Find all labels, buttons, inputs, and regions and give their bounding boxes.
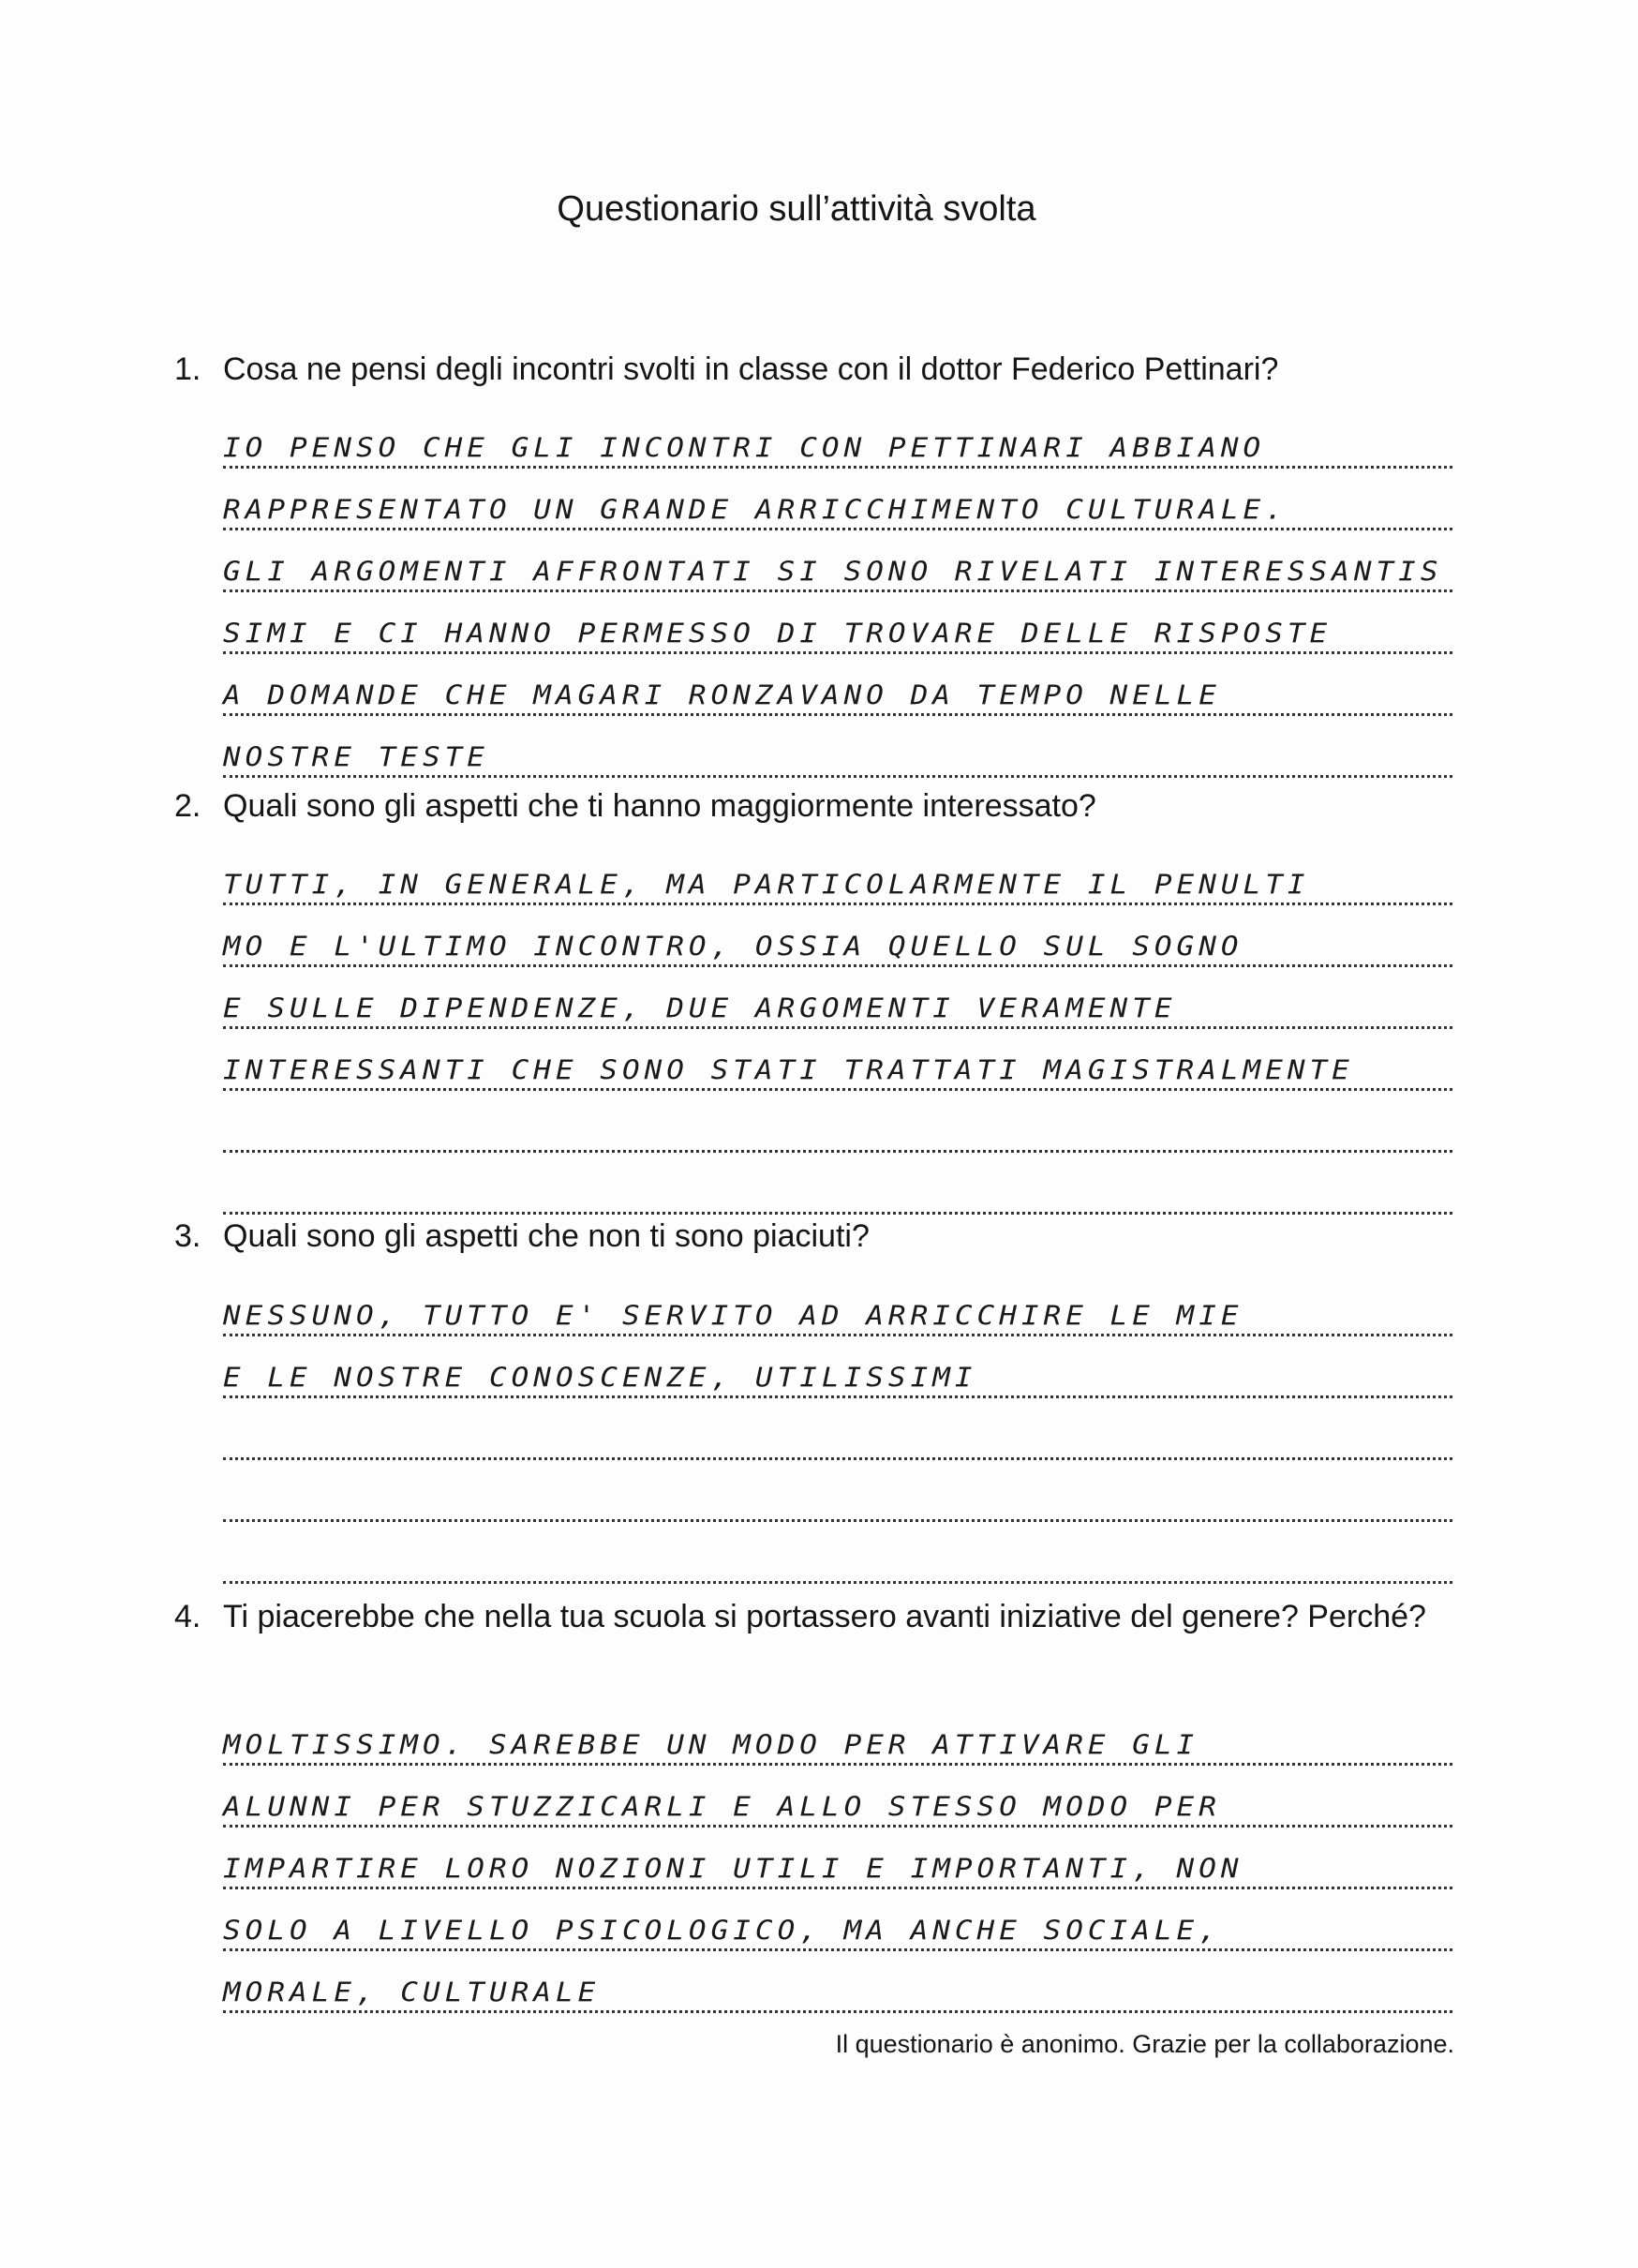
question-3 — [174, 1209, 1486, 1263]
answer-line[interactable] — [223, 905, 1452, 967]
handwritten-text: NESSUNO, TUTTO E' SERVITO AD ARRICCHIRE LE MIE — [223, 1300, 1243, 1332]
footer-note: Il questionario è anonimo. Grazie per la collaborazione. — [835, 2030, 1454, 2058]
answer-line[interactable] — [223, 1828, 1452, 1889]
answer-line[interactable] — [223, 1029, 1452, 1091]
question-number: 1. — [174, 351, 201, 387]
question-text: Ti piacerebbe che nella tua scuola si portassero avanti iniziative del genere? Perché? — [223, 1599, 1426, 1634]
handwritten-text: MO E L'ULTIMO INCONTRO, OSSIA QUELLO SUL SOGNO — [223, 931, 1243, 962]
answer-line[interactable] — [223, 1704, 1452, 1766]
handwritten-text: MORALE, CULTURALE — [223, 1977, 601, 2008]
answer-line[interactable] — [223, 407, 1452, 469]
answer-line[interactable] — [223, 530, 1452, 592]
question-1 — [174, 342, 1486, 396]
answer-line[interactable] — [223, 1153, 1452, 1215]
handwritten-text: A DOMANDE CHE MAGARI RONZAVANO DA TEMPO NELLE — [223, 679, 1221, 711]
answer-1-block — [223, 407, 1452, 778]
answer-line[interactable] — [223, 1766, 1452, 1828]
answer-line[interactable] — [223, 1951, 1452, 2013]
answer-line[interactable] — [223, 592, 1452, 654]
question-2 — [174, 779, 1486, 833]
answer-line[interactable] — [223, 1275, 1452, 1336]
handwritten-text: E SULLE DIPENDENZE, DUE ARGOMENTI VERAMENTE — [223, 992, 1177, 1024]
answer-2-block — [223, 843, 1452, 1215]
answer-line[interactable] — [223, 1522, 1452, 1584]
answer-3-block — [223, 1275, 1452, 1584]
handwritten-text: ALUNNI PER STUZZICARLI E ALLO STESSO MODO PER — [223, 1791, 1221, 1823]
handwritten-text: TUTTI, IN GENERALE, MA PARTICOLARMENTE IL PENULTI — [223, 869, 1310, 901]
answer-line[interactable] — [223, 654, 1452, 716]
question-number: 4. — [174, 1599, 201, 1634]
answer-line[interactable] — [223, 1091, 1452, 1153]
question-number: 3. — [174, 1218, 201, 1254]
handwritten-text: NOSTRE TESTE — [223, 741, 489, 773]
question-text: Quali sono gli aspetti che ti hanno maggiormente interessato? — [223, 788, 1096, 824]
answer-line[interactable] — [223, 967, 1452, 1029]
handwritten-text: RAPPRESENTATO UN GRANDE ARRICCHIMENTO CULTURALE. — [223, 494, 1288, 526]
question-text: Cosa ne pensi degli incontri svolti in classe con il dottor Federico Pettinari? — [223, 351, 1279, 387]
answer-line[interactable] — [223, 1336, 1452, 1398]
question-4 — [174, 1589, 1486, 1644]
handwritten-text: INTERESSANTI CHE SONO STATI TRATTATI MAGISTRALMENTE — [223, 1054, 1354, 1086]
answer-line[interactable] — [223, 469, 1452, 530]
answer-line[interactable] — [223, 716, 1452, 778]
question-number: 2. — [174, 788, 201, 824]
handwritten-text: GLI ARGOMENTI AFFRONTATI SI SONO RIVELATI INTERESSANTIS — [223, 556, 1443, 588]
answer-line[interactable] — [223, 1889, 1452, 1951]
answer-line[interactable] — [223, 843, 1452, 905]
handwritten-text: IO PENSO CHE GLI INCONTRI CON PETTINARI ABBIANO — [223, 432, 1266, 464]
answer-line[interactable] — [223, 1398, 1452, 1460]
handwritten-text: E LE NOSTRE CONOSCENZE, UTILISSIMI — [223, 1362, 977, 1394]
handwritten-text: SOLO A LIVELLO PSICOLOGICO, MA ANCHE SOCIALE, — [223, 1915, 1221, 1947]
answer-line[interactable] — [223, 1460, 1452, 1522]
answer-4-block — [223, 1704, 1452, 2013]
handwritten-text: IMPARTIRE LORO NOZIONI UTILI E IMPORTANTI, NON — [223, 1853, 1243, 1885]
page-title: Questionario sull’attività svolta — [557, 189, 1036, 229]
handwritten-text: MOLTISSIMO. SAREBBE UN MODO PER ATTIVARE GLI — [223, 1729, 1199, 1761]
handwritten-text: SIMI E CI HANNO PERMESSO DI TROVARE DELLE RISPOSTE — [223, 618, 1333, 649]
question-text: Quali sono gli aspetti che non ti sono piaciuti? — [223, 1218, 870, 1254]
